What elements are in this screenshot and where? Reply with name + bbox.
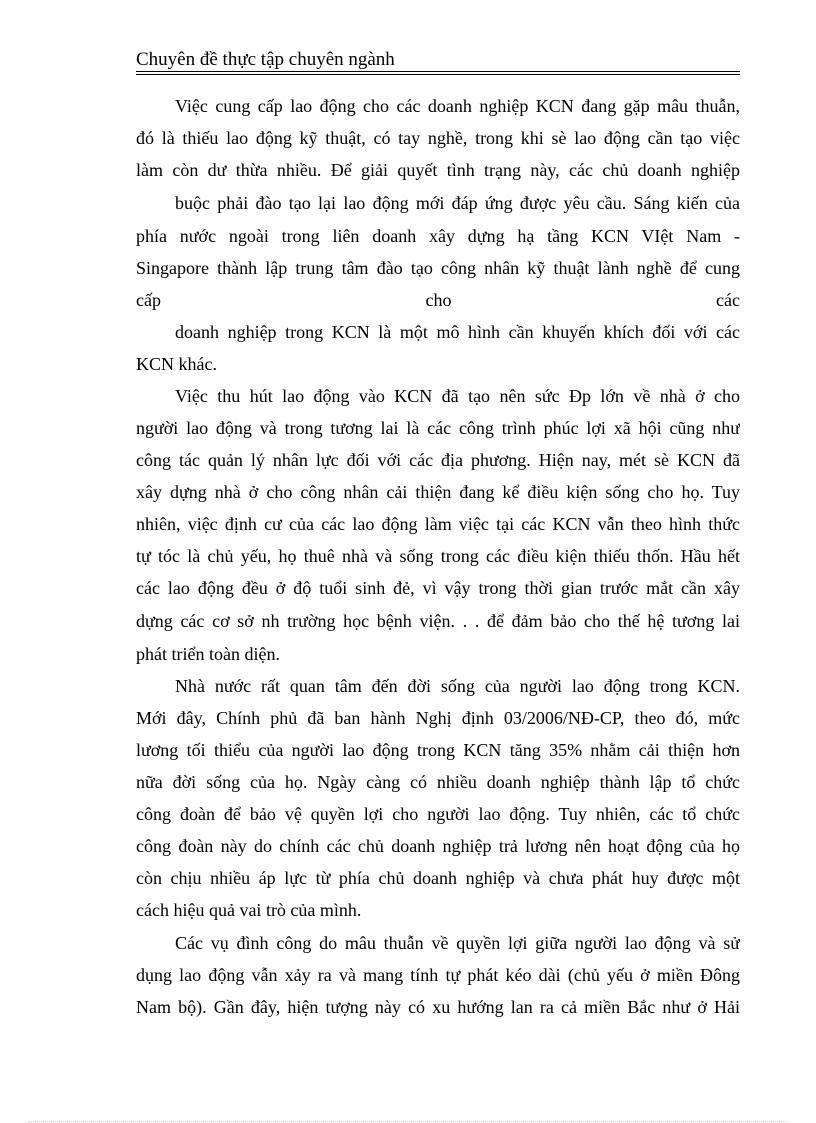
text-line: phát triển toàn diện. — [136, 644, 280, 664]
text-line: công tác quản lý nhân lực đối với các địa phương. Hiện nay, mét sè KCN đã — [136, 450, 740, 470]
page-bottom-dotted-rule — [28, 1121, 788, 1122]
text-line: buộc phải đào tạo lại lao động mới đáp ứng được yêu cầu. Sáng kiến của — [175, 193, 740, 213]
text-line: còn chịu nhiều áp lực từ phía chủ doanh nghiệp và chưa phát huy được một — [136, 868, 740, 888]
header-rule-top — [136, 71, 740, 72]
text-line: các lao động đều ở độ tuổi sinh đẻ, vì vậy trong thời gian trước mắt cần xây — [136, 578, 740, 598]
text-line: tự tóc là chủ yếu, họ thuê nhà và sống trong các điều kiện thiếu thốn. Hầu hết — [136, 546, 740, 566]
text-line: Các vụ đình công do mâu thuẫn về quyền lợi giữa người lao động và sử — [175, 933, 740, 953]
text-line: dụng lao động vẫn xảy ra và mang tính tự phát kéo dài (chủ yếu ở miền Đông — [136, 965, 740, 985]
text-line: Mới đây, Chính phủ đã ban hành Nghị định 03/2006/NĐ-CP, theo đó, mức — [136, 708, 740, 728]
text-line: doanh nghiệp trong KCN là một mô hình cần khuyến khích đối với các — [175, 322, 740, 342]
text-line: nhiên, việc định cư của các lao động làm việc tại các KCN vẫn theo hình thức — [136, 514, 740, 534]
text-line: xây dựng nhà ở cho công nhân cải thiện đang kể điều kiện sống cho họ. Tuy — [136, 482, 740, 502]
text-line: Nhà nước rất quan tâm đến đời sống của người lao động trong KCN. — [175, 676, 740, 696]
text-line: dựng các cơ sở nh trường học bệnh viện. . . để đảm bảo cho thế hệ tương lai — [136, 611, 740, 631]
text-line: làm còn dư thừa nhiều. Để giải quyết tình trạng này, các chủ doanh nghiệp — [136, 160, 740, 180]
text-line: Việc thu hút lao động vào KCN đã tạo nên sức Ðp lớn về nhà ở cho — [175, 386, 740, 406]
text-line: công đoàn này do chính các chủ doanh nghiệp trả lương nên hoạt động của họ — [136, 836, 740, 856]
text-line: đó là thiếu lao động kỹ thuật, có tay nghề, trong khi sè lao động cần tạo việc — [136, 128, 740, 148]
text-line: cách hiệu quả vai trò của mình. — [136, 900, 362, 920]
text-line: cấp cho các — [136, 290, 740, 310]
text-line: công đoàn để bảo vệ quyền lợi cho người lao động. Tuy nhiên, các tổ chức — [136, 804, 740, 824]
text-line: Việc cung cấp lao động cho các doanh nghiệp KCN đang gặp mâu thuẫn, — [175, 96, 740, 116]
page-header-title: Chuyên đề thực tập chuyên ngành — [136, 49, 395, 70]
header-rule-bottom — [136, 74, 740, 75]
text-line: Singapore thành lập trung tâm đào tạo công nhân kỹ thuật lành nghề để cung — [136, 258, 740, 278]
text-line: Nam bộ). Gần đây, hiện tượng này có xu hướng lan ra cả miền Bắc như ở Hải — [136, 997, 740, 1017]
text-line: lương tối thiểu của người lao động trong KCN tăng 35% nhằm cải thiện hơn — [136, 740, 740, 760]
text-line: KCN khác. — [136, 354, 217, 374]
text-line: người lao động và trong tương lai là các công trình phúc lợi xã hội cũng như — [136, 418, 740, 438]
text-line: phía nước ngoài trong liên doanh xây dựng hạ tầng KCN VIệt Nam - — [136, 226, 740, 246]
text-line: nữa đời sống của họ. Ngày càng có nhiều doanh nghiệp thành lập tổ chức — [136, 772, 740, 792]
